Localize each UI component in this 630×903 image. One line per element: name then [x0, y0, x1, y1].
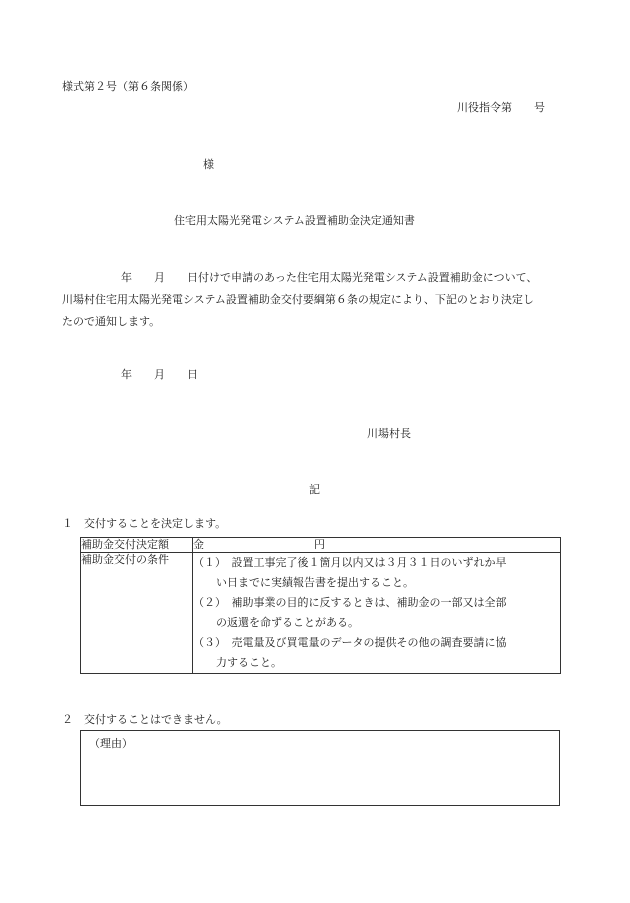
form-label: 様式第２号（第６条関係） [62, 80, 194, 93]
condition-3-cont: 力すること。 [216, 656, 282, 669]
issuer-name: 川場村長 [367, 427, 411, 440]
body-line: 年 月 日付けで申請のあった住宅用太陽光発電システム設置補助金について、 [121, 271, 538, 284]
amount-value: 金 円 [193, 538, 561, 553]
condition-3: （３） 売電量及び買電量のデータの提供その他の調査要請に協 [193, 636, 507, 649]
reason-label: （理由） [89, 737, 133, 750]
condition-2-cont: の返還を命ずることがある。 [216, 616, 359, 629]
section-1-heading: １ 交付することを決定します。 [62, 517, 227, 530]
conditions-label: 補助金交付の条件 [81, 553, 193, 674]
section-2-heading: ２ 交付することはできません。 [62, 713, 228, 726]
amount-label: 補助金交付決定額 [81, 538, 193, 553]
notice-body [62, 267, 572, 333]
addressee-honorific: 様 [203, 158, 214, 171]
condition-2: （２） 補助事業の目的に反するときは、補助金の一部又は全部 [193, 596, 507, 609]
reason-box [80, 730, 560, 806]
conditions-list [193, 553, 561, 674]
document-number: 川役指令第 号 [457, 101, 545, 114]
condition-1: （１） 設置工事完了後１箇月以内又は３月３１日のいずれか早 [193, 556, 507, 569]
ki-marker: 記 [309, 483, 320, 496]
condition-1-cont: い日までに実績報告書を提出すること。 [216, 576, 414, 589]
decision-table [80, 537, 561, 674]
issue-date-line: 年 月 日 [121, 368, 198, 381]
table-row [81, 538, 561, 553]
table-row [81, 553, 561, 674]
body-line: たので通知します。 [62, 315, 161, 328]
document-title: 住宅用太陽光発電システム設置補助金決定通知書 [174, 214, 415, 227]
body-line: 川場村住宅用太陽光発電システム設置補助金交付要綱第６条の規定により、下記のとおり決定し [62, 293, 534, 306]
